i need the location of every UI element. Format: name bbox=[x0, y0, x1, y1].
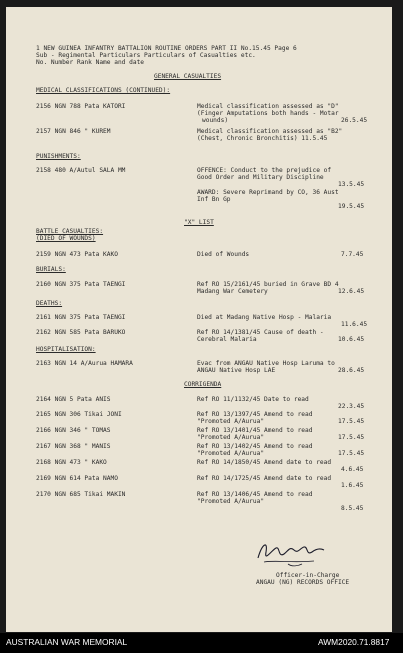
signature-title: Officer-in-Charge bbox=[276, 572, 340, 579]
section-x-list: "X" LIST bbox=[184, 219, 214, 226]
entry-2167-date: 17.5.45 bbox=[338, 450, 365, 457]
entry-2156-text3: wounds) bbox=[202, 117, 229, 124]
entry-2163-text2: ANGAU Native Hosp LAE bbox=[197, 367, 276, 374]
document-page bbox=[6, 7, 392, 632]
entry-2170-text2: "Promoted A/Aurua" bbox=[197, 498, 265, 505]
entry-2169-id: 2169 NGN 614 Pata NAMO bbox=[36, 475, 118, 482]
entry-2163-date: 28.6.45 bbox=[338, 367, 365, 374]
entry-2156-date: 26.5.45 bbox=[341, 117, 368, 124]
entry-2170-date: 8.5.45 bbox=[341, 505, 364, 512]
entry-2161-id: 2161 NGN 375 Pata TAENGI bbox=[36, 314, 126, 321]
entry-2158-text: OFFENCE: Conduct to the prejudice of bbox=[197, 167, 332, 174]
entry-2158-text2: Good Order and Military Discipline bbox=[197, 174, 324, 181]
section-corrigenda: CORRIGENDA bbox=[184, 381, 222, 388]
entry-2162-id: 2162 NGN 585 Pata BARUKO bbox=[36, 329, 126, 336]
header-columns-1: Sub - Regimental Particulars Particulars of Casualties etc. bbox=[36, 52, 256, 59]
section-battle: BATTLE CASUALTIES: bbox=[36, 228, 104, 235]
entry-2157-text2: (Chest, Chronic Bronchitis) 11.5.45 bbox=[197, 135, 328, 142]
entry-2167-id: 2167 NGN 368 " MANIS bbox=[36, 443, 111, 450]
entry-2159-id: 2159 NGN 473 Pata KAKO bbox=[36, 251, 118, 258]
entry-2168-text: Ref RO 14/1850/45 Amend date to read bbox=[197, 459, 332, 466]
header-title: 1 NEW GUINEA INFANTRY BATTALION ROUTINE ORDERS PART II No.15.45 Page 6 bbox=[36, 45, 297, 52]
section-burials: BURIALS: bbox=[36, 266, 66, 273]
entry-2165-id: 2165 NGN 306 Tikai JONI bbox=[36, 411, 122, 418]
entry-2160-id: 2160 NGN 375 Pata TAENGI bbox=[36, 281, 126, 288]
entry-2157-id: 2157 NGN 846 " KUREM bbox=[36, 128, 111, 135]
entry-2160-text: Ref RO 15/2161/45 buried in Grave BD 4 bbox=[197, 281, 339, 288]
signature-office: ANGAU (NG) RECORDS OFFICE bbox=[256, 579, 350, 586]
entry-2165-text2: "Promoted A/Aurua" bbox=[197, 418, 265, 425]
entry-2162-date: 10.6.45 bbox=[338, 336, 365, 343]
entry-2166-id: 2166 NGN 346 " TOMAS bbox=[36, 427, 111, 434]
section-battle-sub: (DIED OF WOUNDS) bbox=[36, 235, 96, 242]
entry-2167-text2: "Promoted A/Aurua" bbox=[197, 450, 265, 457]
entry-2158-award: AWARD: Severe Reprimand by CO, 36 Aust bbox=[197, 189, 339, 196]
entry-2170-text: Ref RO 13/1406/45 Amend to read bbox=[197, 491, 313, 498]
entry-2158-award2: Inf Bn Gp bbox=[197, 196, 231, 203]
header-columns-2: No. Number Rank Name and date bbox=[36, 59, 145, 66]
entry-2170-id: 2170 NGN 685 Tikai MAKIN bbox=[36, 491, 126, 498]
entry-2169-date: 1.6.45 bbox=[341, 482, 364, 489]
entry-2166-date: 17.5.45 bbox=[338, 434, 365, 441]
entry-2164-text: Ref RO 11/1132/45 Date to read bbox=[197, 396, 309, 403]
entry-2161-text: Died at Madang Native Hosp - Malaria bbox=[197, 314, 332, 321]
footer-bar bbox=[0, 633, 403, 653]
entry-2168-date: 4.6.45 bbox=[341, 466, 364, 473]
entry-2159-text: Died of Wounds bbox=[197, 251, 250, 258]
section-deaths: DEATHS: bbox=[36, 300, 63, 307]
entry-2165-date: 17.5.45 bbox=[338, 418, 365, 425]
section-medical: MEDICAL CLASSIFICATIONS (CONTINUED): bbox=[36, 87, 171, 94]
entry-2158-date2: 19.5.45 bbox=[338, 203, 365, 210]
entry-2156-text: Medical classification assessed as "D" bbox=[197, 103, 339, 110]
entry-2169-text: Ref RO 14/1725/45 Amend date to read bbox=[197, 475, 332, 482]
entry-2157-text: Medical classification assessed as "B2" bbox=[197, 128, 343, 135]
section-punishments: PUNISHMENTS: bbox=[36, 153, 81, 160]
entry-2167-text: Ref RO 13/1402/45 Amend to read bbox=[197, 443, 313, 450]
entry-2168-id: 2168 NGN 473 " KAKO bbox=[36, 459, 107, 466]
handwritten-signature bbox=[254, 536, 329, 570]
entry-2164-id: 2164 NGN 5 Pata ANIS bbox=[36, 396, 111, 403]
entry-2158-date1: 13.5.45 bbox=[338, 181, 365, 188]
entry-2162-text2: Cerebral Malaria bbox=[197, 336, 257, 343]
entry-2160-text2: Madang War Cemetery bbox=[197, 288, 268, 295]
section-general: GENERAL CASUALTIES bbox=[154, 73, 222, 80]
entry-2160-date: 12.6.45 bbox=[338, 288, 365, 295]
footer-accession-number: AWM2020.71.8817 bbox=[318, 637, 390, 647]
entry-2163-text: Evac from ANGAU Native Hosp Laruma to bbox=[197, 360, 335, 367]
entry-2156-text2: (Finger Amputations both hands - Motar bbox=[197, 110, 339, 117]
entry-2164-date: 22.3.45 bbox=[338, 403, 365, 410]
entry-2159-date: 7.7.45 bbox=[341, 251, 364, 258]
entry-2161-date: 11.6.45 bbox=[341, 321, 368, 328]
entry-2156-id: 2156 NGN 788 Pata KATORI bbox=[36, 103, 126, 110]
entry-2163-id: 2163 NGN 14 A/Aurua HAMARA bbox=[36, 360, 133, 367]
section-hospitalisation: HOSPITALISATION: bbox=[36, 346, 96, 353]
entry-2158-id: 2158 480 A/Autul SALA MM bbox=[36, 167, 126, 174]
footer-institution: AUSTRALIAN WAR MEMORIAL bbox=[6, 637, 128, 647]
entry-2166-text2: "Promoted A/Aurua" bbox=[197, 434, 265, 441]
entry-2162-text: Ref RO 14/1381/45 Cause of death - bbox=[197, 329, 324, 336]
entry-2165-text: Ref RO 13/1397/45 Amend to read bbox=[197, 411, 313, 418]
entry-2166-text: Ref RO 13/1401/45 Amend to read bbox=[197, 427, 313, 434]
